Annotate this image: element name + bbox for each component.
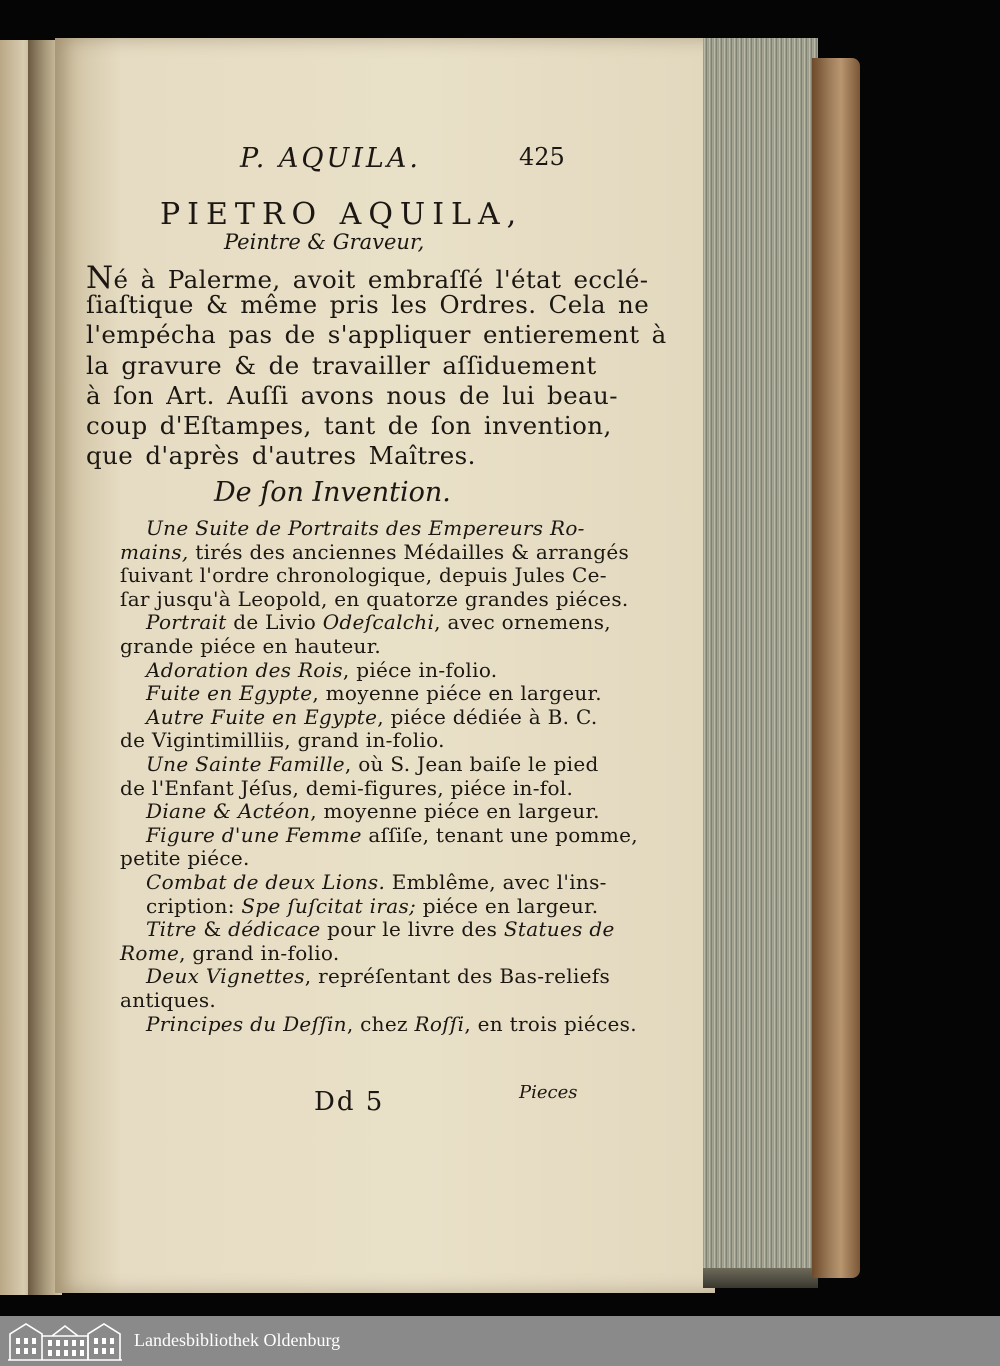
work-line bbox=[146, 752, 599, 776]
work-line bbox=[146, 610, 611, 634]
entry-subheading: Peintre & Graveur, bbox=[224, 230, 425, 254]
work-title-text: Roſſi bbox=[414, 1011, 465, 1036]
work-line bbox=[120, 634, 381, 658]
work-line bbox=[146, 964, 610, 988]
work-description-text: tirés des anciennes Médailles & arrangés bbox=[188, 539, 630, 564]
work-description-text: , piéce dédiée à B. C. bbox=[377, 704, 598, 729]
library-name: Landesbibliothek Oldenburg bbox=[134, 1330, 341, 1350]
paragraph-line: que d'après d'autres Maîtres. bbox=[86, 441, 476, 470]
work-line bbox=[146, 870, 607, 894]
page-number: 425 bbox=[519, 143, 565, 171]
work-title-text: dédicace bbox=[228, 917, 321, 942]
work-line bbox=[146, 516, 585, 540]
work-description-text: ſar jusqu'à Leopold, en quatorze grandes piéces. bbox=[120, 586, 629, 611]
work-title-text: Statues de bbox=[503, 917, 615, 942]
work-description-text: , avec ornemens, bbox=[434, 610, 611, 635]
work-line bbox=[120, 728, 445, 752]
work-description-text: , en trois piéces. bbox=[464, 1011, 637, 1036]
work-title-text: Deux Vignettes bbox=[146, 964, 305, 989]
work-title-text: Combat de deux Lions. bbox=[146, 870, 386, 894]
work-description-text: de l'Enfant Jéſus, demi-figures, piéce in-fol. bbox=[120, 775, 574, 800]
work-description-text: grande piéce en hauteur. bbox=[120, 634, 382, 658]
work-line bbox=[120, 563, 607, 587]
work-title-text: Principes du Deſſin bbox=[146, 1011, 347, 1036]
paragraph-line: l'empécha pas de s'appliquer entierement à bbox=[86, 320, 667, 349]
work-description-text: , moyenne piéce en largeur. bbox=[312, 681, 602, 706]
work-title-text: Spe ſuſcitat iras; bbox=[241, 893, 417, 918]
work-line bbox=[146, 799, 600, 823]
work-title-text: mains, bbox=[120, 539, 189, 564]
work-title-text: Une Suite de Portraits des Empereurs Ro- bbox=[146, 516, 585, 540]
work-title-text: Fuite en Egypte bbox=[146, 681, 313, 706]
work-title-text: Odeſcalchi bbox=[322, 610, 435, 635]
work-description-text: Emblême, avec l'ins- bbox=[385, 870, 607, 894]
work-description-text: antiques. bbox=[120, 988, 217, 1012]
work-line bbox=[120, 846, 250, 870]
work-line bbox=[120, 587, 629, 611]
book-cover-edge bbox=[812, 58, 860, 1278]
work-line bbox=[146, 917, 615, 941]
work-description-text: , où S. Jean baiſe le pied bbox=[344, 752, 599, 776]
work-line bbox=[120, 540, 629, 564]
work-description-text: de Livio bbox=[226, 610, 323, 635]
section-title: De ſon Invention. bbox=[214, 477, 451, 508]
work-line bbox=[120, 941, 340, 965]
work-line bbox=[146, 705, 598, 729]
work-title-text: Rome bbox=[120, 940, 180, 965]
page-stack-edges bbox=[703, 38, 818, 1268]
work-title-text: Diane & Actéon bbox=[146, 799, 311, 824]
work-title-text: Portrait bbox=[146, 610, 227, 635]
work-title-text: Titre bbox=[146, 917, 197, 942]
running-head: P. AQUILA. bbox=[240, 143, 421, 174]
work-description-text: de Vigintimilliis, grand in-folio. bbox=[120, 728, 445, 753]
work-line bbox=[146, 681, 602, 705]
work-description-text: cription: bbox=[146, 893, 242, 918]
work-line bbox=[120, 776, 573, 800]
paragraph-line: Né à Palerme, avoit embraſſé l'état ecclé- bbox=[86, 260, 649, 296]
footer-bar bbox=[0, 1316, 1000, 1366]
paragraph-line: ſiaſtique & même pris les Ordres. Cela ne bbox=[86, 290, 650, 319]
work-description-text: & bbox=[196, 917, 229, 942]
work-line bbox=[146, 1012, 637, 1036]
work-description-text: petite piéce. bbox=[120, 846, 250, 871]
paragraph-line: la gravure & de travailler aſſiduement bbox=[86, 351, 597, 380]
work-description-text: , moyenne piéce en largeur. bbox=[310, 799, 600, 824]
work-title-text: Autre Fuite en Egypte bbox=[146, 704, 378, 729]
work-title-text: Une Sainte Famille bbox=[146, 752, 345, 776]
work-line bbox=[146, 823, 638, 847]
work-line bbox=[146, 894, 598, 918]
work-line bbox=[120, 988, 216, 1012]
work-description-text: aſſiſe, tenant une pomme, bbox=[361, 822, 638, 847]
work-description-text: , chez bbox=[346, 1011, 415, 1036]
entry-heading: PIETRO AQUILA, bbox=[160, 197, 524, 232]
work-line bbox=[146, 658, 497, 682]
work-title-text: Adoration des Rois bbox=[146, 657, 343, 682]
catchword: Pieces bbox=[519, 1082, 578, 1103]
work-description-text: , grand in-folio. bbox=[179, 940, 340, 965]
paragraph-line: à ſon Art. Auſſi avons nous de lui beau- bbox=[86, 381, 618, 410]
work-description-text: , piéce in-folio. bbox=[342, 657, 498, 682]
library-building-icon bbox=[6, 1320, 124, 1362]
work-title-text: Figure d'une Femme bbox=[146, 822, 362, 847]
work-description-text: pour le livre des bbox=[320, 917, 504, 942]
work-description-text: piéce en largeur. bbox=[416, 893, 599, 918]
work-description-text: , repréſentant des Bas-reliefs bbox=[304, 964, 611, 989]
signature-mark: Dd 5 bbox=[314, 1087, 385, 1117]
paragraph-line: coup d'Eſtampes, tant de ſon invention, bbox=[86, 411, 612, 440]
work-description-text: ſuivant l'ordre chronologique, depuis Jules Ce- bbox=[120, 563, 607, 588]
